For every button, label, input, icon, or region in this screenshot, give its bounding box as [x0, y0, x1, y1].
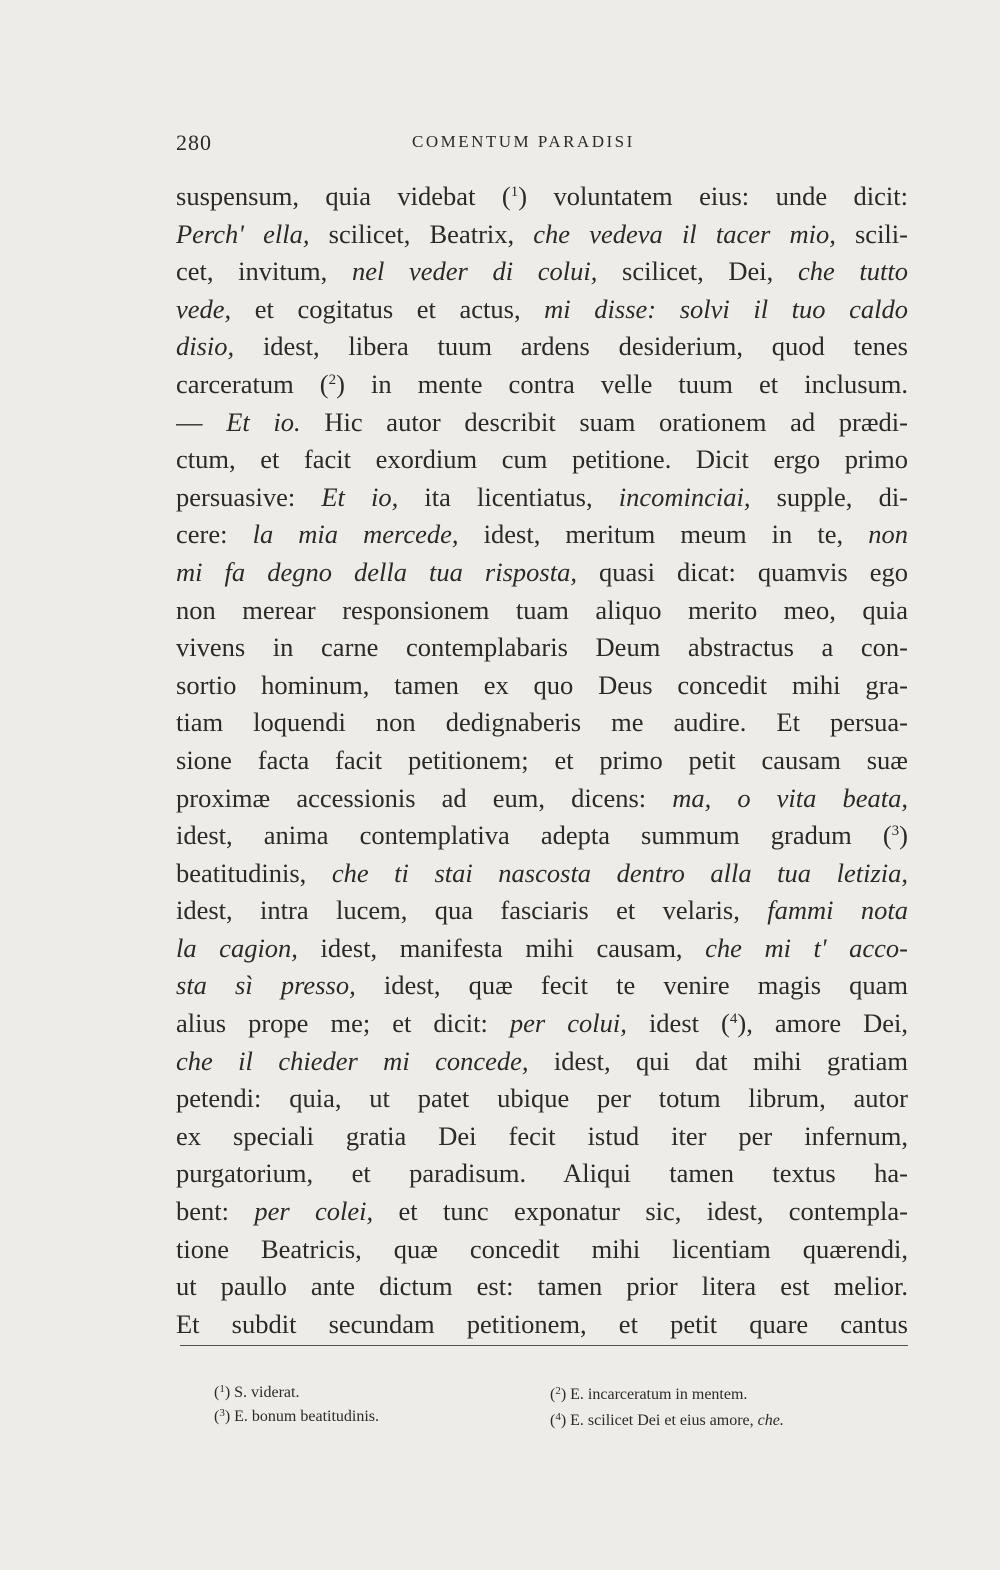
text-line: non merear responsionem tuam aliquo merito meo, quia [176, 594, 908, 625]
footnote-2: ($^2$) E. incarceratum in mentem. [550, 1385, 748, 1403]
text-line: ex speciali gratia Dei fecit istud iter per infernum, [176, 1120, 908, 1151]
footnote-ref[interactable]: 3 [891, 823, 900, 840]
text-line: sortio hominum, tamen ex quo Deus concedit mihi gra- [176, 669, 908, 700]
text-line: ut paullo ante dictum est: tamen prior litera est melior. [176, 1271, 908, 1302]
footnote-1: ($^1$) S. viderat. [214, 1383, 300, 1401]
text-line: idest, intra lucem, qua fasciaris et velaris, fammi nota [176, 895, 908, 926]
text-line: petendi: quia, ut patet ubique per totum librum, autor [176, 1083, 908, 1114]
text-line: proximæ accessionis ad eum, dicens: ma, o vita beata, [176, 782, 908, 813]
text-line: disio, idest, libera tuum ardens desiderium, quod tenes [176, 331, 908, 362]
text-line: persuasive: Et io, ita licentiatus, incominciai, supple, di- [176, 481, 908, 512]
text-line: idest, anima contemplativa adepta summum gradum ($^3$) [176, 820, 908, 851]
footnote-ref[interactable]: 4 [729, 1011, 738, 1028]
text-line: Et subdit secundam petitionem, et petit quare cantus [176, 1308, 908, 1339]
text-line: tione Beatricis, quæ concedit mihi licentiam quærendi, [176, 1233, 908, 1264]
text-line: vede, et cogitatus et actus, mi disse: solvi il tuo caldo [176, 293, 908, 324]
text-line: che il chieder mi concede, idest, qui dat mihi gratiam [176, 1045, 908, 1076]
page-header [176, 130, 906, 160]
text-line: cet, invitum, nel veder di colui, scilicet, Dei, che tutto [176, 256, 908, 287]
text-line: ctum, et facit exordium cum petitione. Dicit ergo primo [176, 444, 908, 475]
text-line: sta sì presso, idest, quæ fecit te venire magis quam [176, 970, 908, 1001]
text-line: — Et io. Hic autor describit suam orationem ad prædi- [176, 406, 908, 437]
text-line: la cagion, idest, manifesta mihi causam, che mi t' acco- [176, 932, 908, 963]
body-text [176, 178, 908, 1343]
footnote-ref[interactable]: 2 [328, 371, 337, 388]
footnote-ref[interactable]: 1 [510, 184, 519, 200]
text-line: suspensum, quia videbat ($^1$) voluntatem eius: unde dicit: [176, 181, 908, 211]
footnote-divider [180, 1345, 908, 1346]
text-line: sione facta facit petitionem; et primo petit causam suæ [176, 744, 908, 775]
footnote-3: ($^3$) E. bonum beatitudinis. [214, 1407, 380, 1425]
text-line: purgatorium, et paradisum. Aliqui tamen textus ha- [176, 1158, 908, 1189]
text-line: bent: per colei, et tunc exponatur sic, idest, contempla- [176, 1196, 908, 1227]
text-line: mi fa degno della tua risposta, quasi dicat: quamvis ego [176, 556, 908, 587]
text-line: tiam loquendi non dedignaberis me audire. Et persua- [176, 707, 908, 738]
text-line: Perch' ella, scilicet, Beatrix, che vedeva il tacer mio, scili- [176, 218, 908, 249]
text-line: vivens in carne contemplabaris Deum abstractus a con- [176, 632, 908, 663]
footnote-4: ($^4$) E. scilicet Dei et eius amore, che. [550, 1411, 784, 1429]
text-line: cere: la mia mercede, idest, meritum meum in te, non [176, 519, 908, 550]
text-line: beatitudinis, che ti stai nascosta dentro alla tua letizia, [176, 857, 908, 888]
running-head: COMENTUM PARADISI [412, 132, 635, 151]
text-line: alius prope me; et dicit: per colui, idest ($^4$), amore Dei, [176, 1008, 908, 1039]
text-line: carceratum ($^2$) in mente contra velle tuum et inclusum. [176, 368, 908, 399]
page-number: 280 [176, 130, 212, 155]
